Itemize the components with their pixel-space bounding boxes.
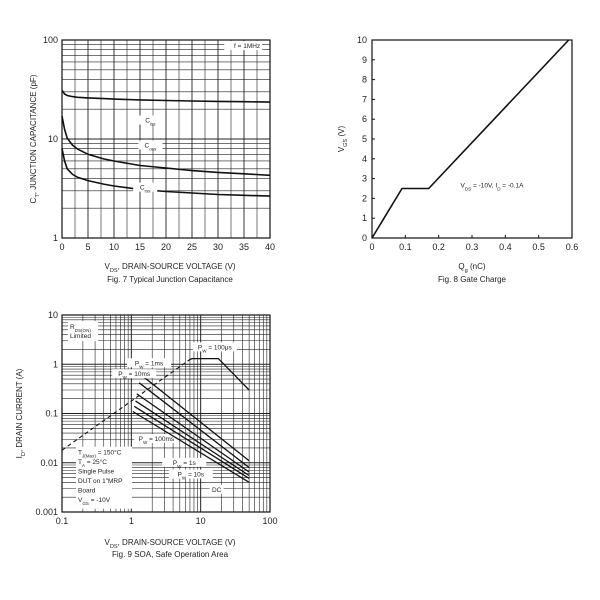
condition-line-3: DUT on 1"MRP [78, 478, 123, 486]
y-tick-label: 0.01 [40, 457, 58, 468]
x-tick-label: 20 [160, 242, 172, 252]
y-tick-label: 0.1 [45, 408, 58, 419]
x-tick-label: 0 [59, 242, 65, 252]
y-tick-label: 10 [47, 134, 58, 144]
y-tick-label: 10 [47, 310, 58, 320]
y-tick-label: 0 [361, 233, 367, 243]
chart-title: Fig. 8 Gate Charge [437, 275, 507, 284]
x-axis-label: $V_{DS}$, DRAIN-SOURCE VOLTAGE (V) [104, 262, 236, 274]
x-tick-label: 0.6 [565, 242, 579, 252]
series-label-5: $P_W = 10s$ [177, 471, 205, 481]
series-label-2: $P_W = 10ms$ [118, 371, 151, 380]
x-tick-label: 15 [134, 242, 146, 252]
y-tick-label: 1 [361, 213, 367, 224]
x-tick-label: 0.5 [532, 242, 545, 252]
series-label-1: $P_W = 1ms$ [134, 360, 164, 369]
x-tick-label: 40 [264, 242, 276, 252]
series-label-2: $C_{rss}$ [139, 184, 151, 194]
y-tick-label: 2 [361, 193, 367, 204]
condition-line-1: $T_A = 25^\circ C$ [78, 459, 107, 468]
y-tick-label: 8 [361, 74, 367, 85]
x-tick-label: 10 [108, 242, 120, 252]
rds-on-label: $R_{DS(ON)}$ [70, 324, 91, 333]
y-axis-label: $V_{GS}$ (V) [337, 125, 349, 153]
x-tick-label: 5 [85, 242, 91, 252]
y-tick-label: 9 [361, 54, 367, 65]
x-tick-label: 30 [212, 242, 224, 252]
x-tick-label: 10 [195, 516, 206, 526]
x-tick-label: 0.2 [432, 242, 445, 252]
x-tick-label: 0.4 [499, 242, 512, 252]
y-tick-label: 100 [42, 35, 58, 45]
series-label-6: DC [211, 486, 222, 494]
series-label-1: $C_{oss}$ [144, 142, 157, 151]
x-tick-label: 0.3 [465, 242, 479, 252]
chart-title: Fig. 7 Typical Junction Capacitance [107, 275, 233, 284]
condition-line-0: $T_{J(Max)} = 150^\circ C$ [78, 449, 122, 459]
y-tick-label: 5 [361, 134, 367, 144]
x-tick-label: 0.1 [399, 242, 412, 252]
x-tick-label: 0.1 [55, 516, 69, 526]
y-axis-label: $C_T$, JUNCTION CAPACITANCE (pF) [29, 74, 41, 204]
condition-line-2: Single Pulse [78, 468, 115, 476]
y-axis-label: $I_D$, DRAIN CURRENT (A) [15, 368, 27, 459]
series-label-3: $P_W = 100ms$ [138, 435, 175, 445]
test-condition-annotation: $V_{DS} = -10V$, $I_D = -0.1A$ [460, 182, 524, 192]
series-line-0 [190, 359, 249, 390]
y-tick-label: 3 [361, 173, 367, 184]
y-tick-label: 7 [361, 94, 367, 105]
plot-frame [372, 40, 572, 238]
x-axis-label: $Q_g$ (nC) [458, 262, 486, 274]
y-tick-label: 0.001 [35, 507, 58, 517]
y-tick-label: 1 [52, 233, 58, 243]
series-label-4: $P_W = 1s$ [172, 459, 196, 469]
y-tick-label: 1 [52, 359, 58, 370]
chart-title: Fig. 9 SOA, Safe Operation Area [111, 550, 229, 559]
x-axis-label: $V_{DS}$, DRAIN-SOURCE VOLTAGE (V) [104, 538, 236, 550]
x-tick-label: 35 [238, 242, 250, 252]
series-label-0: $P_W = 100\mu s$ [197, 344, 232, 353]
x-tick-label: 100 [262, 516, 278, 526]
x-tick-label: 25 [186, 242, 198, 252]
gate-charge-line [372, 40, 569, 238]
x-tick-label: 0 [369, 242, 375, 252]
condition-line-4: Board [78, 487, 96, 495]
soa-chart [15, 310, 278, 559]
frequency-annotation: f = 1MHz [234, 42, 261, 50]
y-tick-label: 10 [356, 35, 367, 45]
y-tick-label: 4 [361, 153, 367, 164]
gate-charge-chart [337, 35, 578, 284]
capacitance-chart [29, 35, 275, 284]
x-tick-label: 1 [128, 516, 134, 526]
series-label-0: $C_{iss}$ [145, 117, 156, 127]
condition-line-5: $V_{GS} = -10V$ [78, 497, 111, 506]
rds-limited-label: Limited [70, 333, 91, 340]
y-tick-label: 6 [361, 114, 367, 125]
